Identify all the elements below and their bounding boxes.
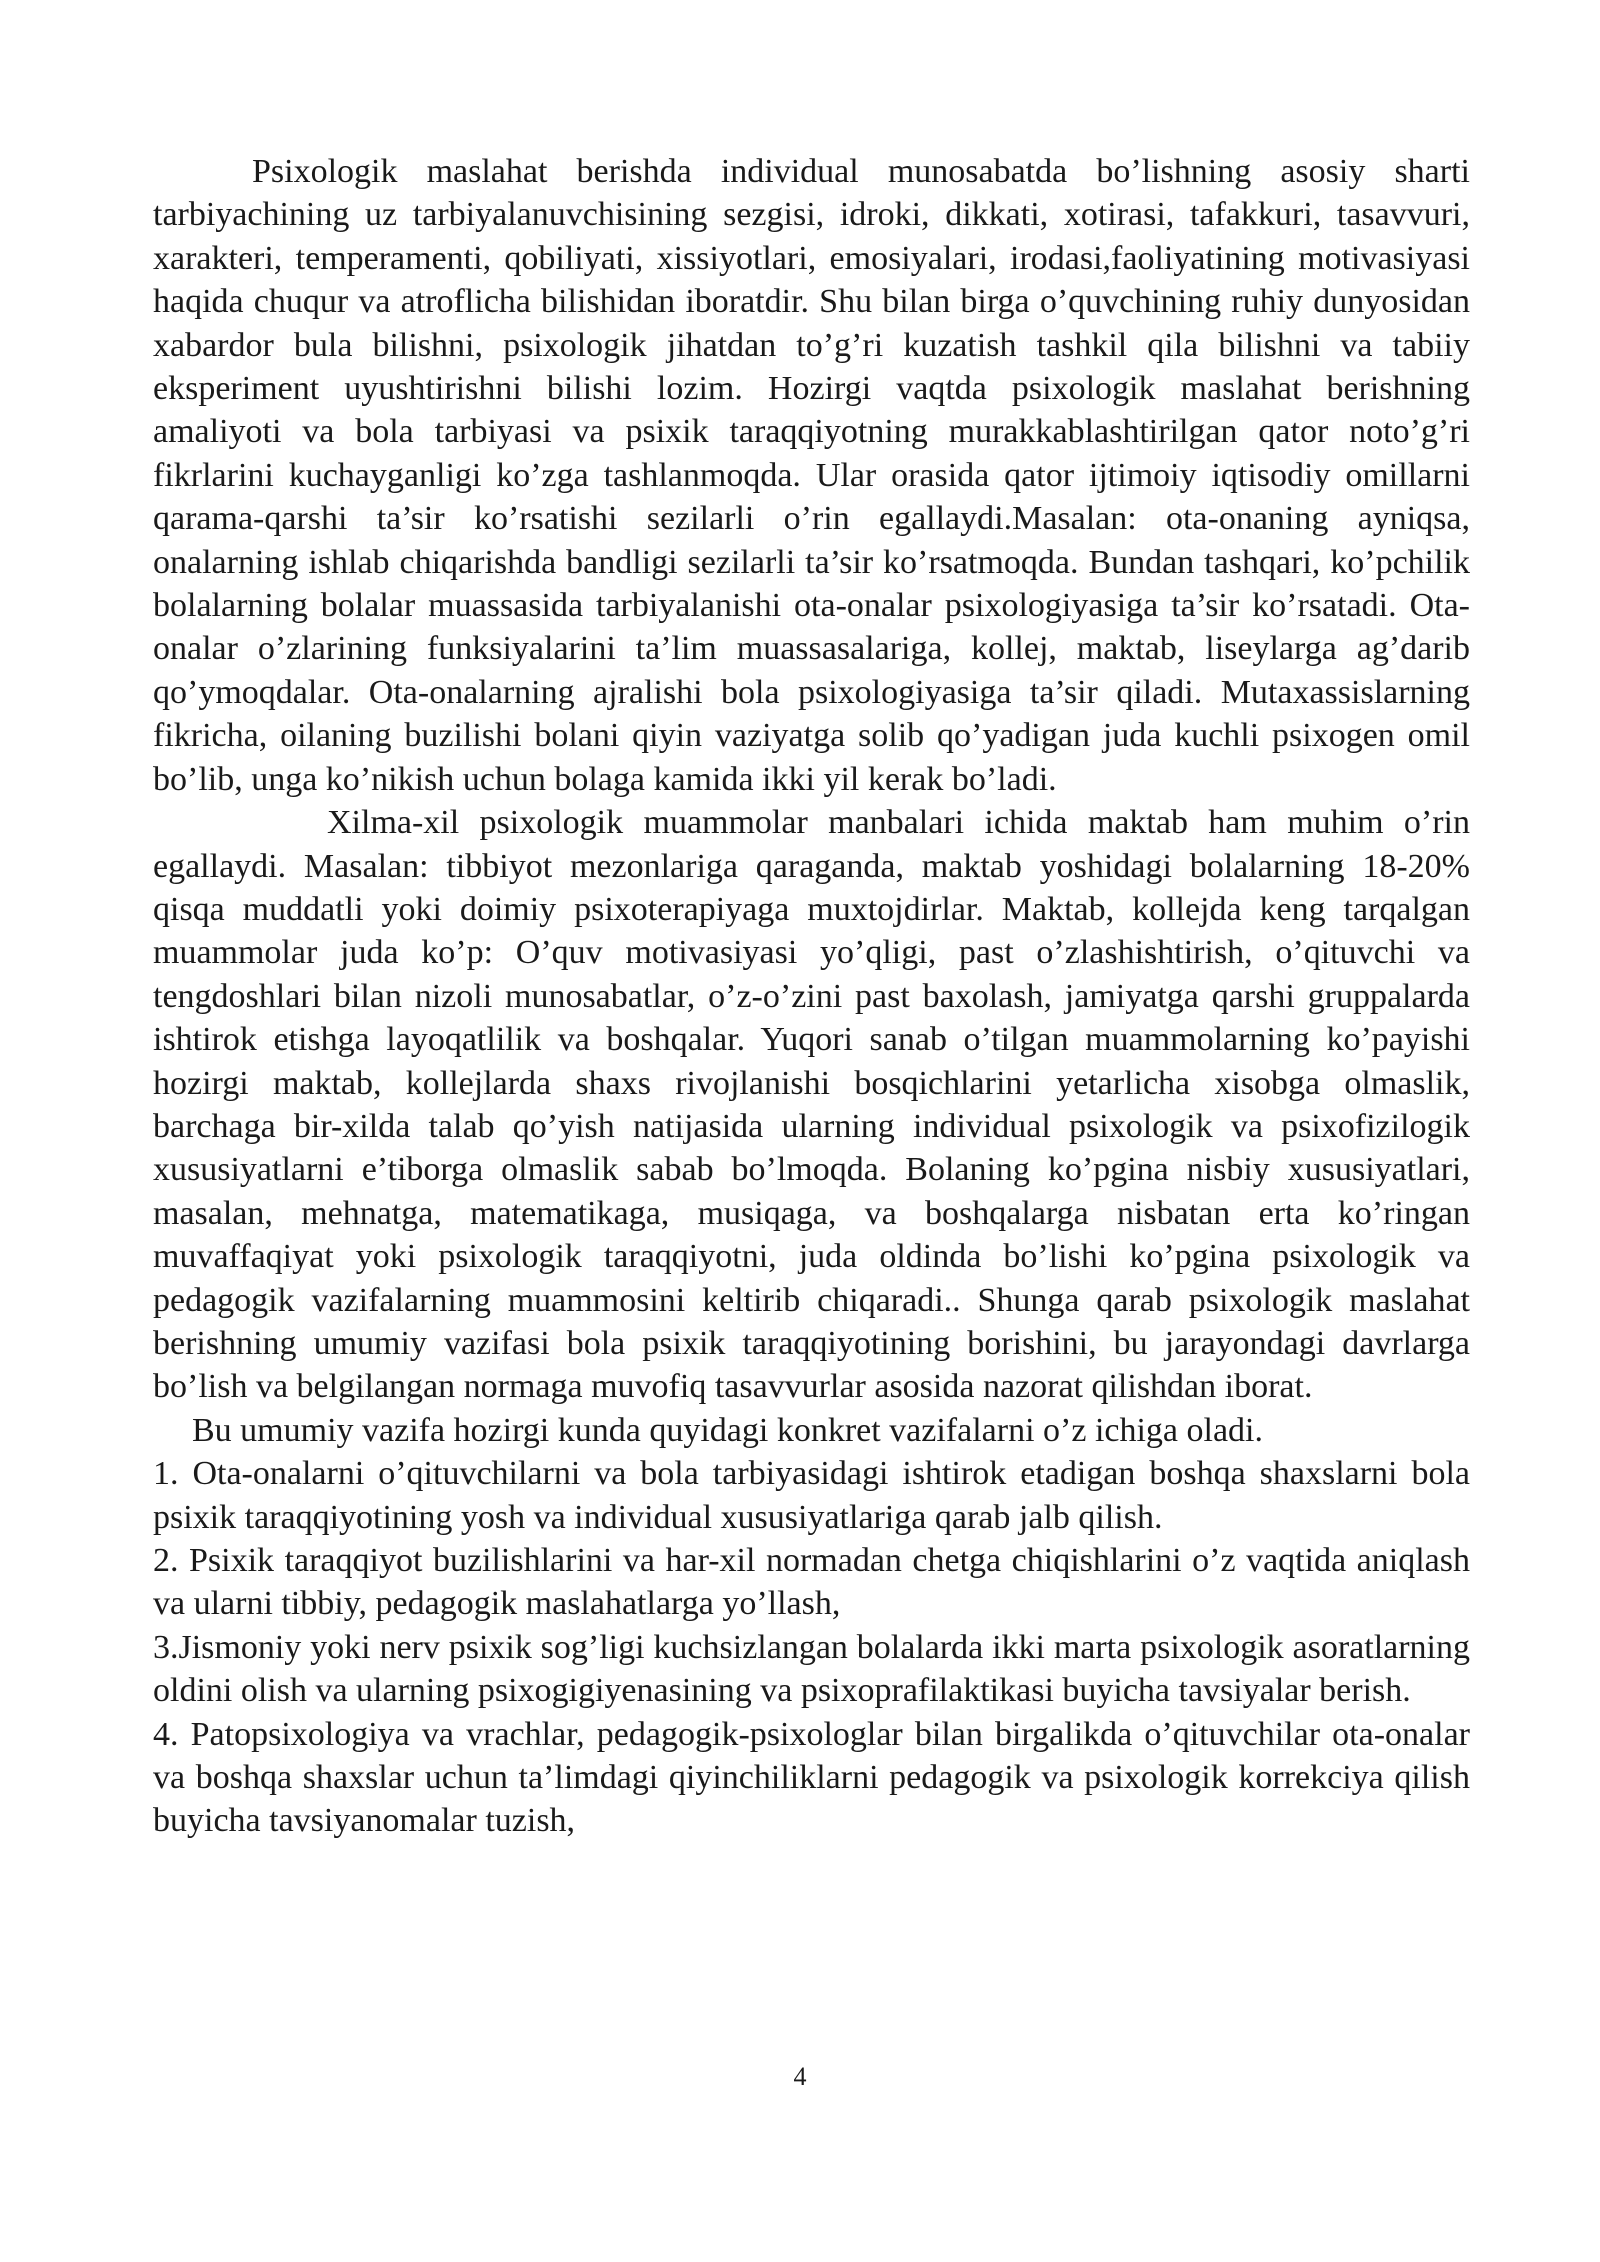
paragraph-school-problems: Xilma-xil psixologik muammolar manbalari ichida maktab ham muhim o’rin egallaydi. Masalan: tibbiyot mezonlariga qaraganda, maktab yoshidagi bolalarning 18-20% qisqa muddatli yoki doimiy psixoterapiyaga muxtojdirlar. Maktab, kollejda keng tarqalgan muammolar juda ko’p: O’quv motivasiyasi yo’qligi, past o’zlashishtirish, o’qituvchi va tengdoshlari bilan nizoli munosabatlar, o’z-o’zini past baxolash, jamiyatga qarshi gruppalarda ishtirok etishga layoqatlilik va boshqalar. Yuqori sanab o’tilgan muammolarning ko’payishi hozirgi maktab, kollejlarda shaxs rivojlanishi bosqichlarini yetarlicha xisobga olmaslik, barchaga bir-xilda talab qo’yish natijasida ularning individual psixologik va psixofizilogik xususiyatlarni e’tiborga olmaslik sabab bo’lmoqda. Bolaning ko’pgina nisbiy xususiyatlari, masalan, mehnatga, matematikaga, musiqaga, va boshqalarga nisbatan erta ko’ringan muvaffaqiyat yoki psixologik taraqqiyotni, juda oldinda bo’lishi ko’pgina psixologik va pedagogik vazifalarning muammosini keltirib chiqaradi.. Shunga qarab psixologik maslahat berishning umumiy vazifasi bola psixik taraqqiyotining borishini, bu jarayondagi davrlarga bo’lish va belgilangan normaga muvofiq tasavvurlar asosida nazorat qilishdan iborat. [153, 804, 1470, 1406]
document-page [153, 150, 1470, 1843]
paragraph-tasks-intro: Bu umumiy vazifa hozirgi kunda quyidagi konkret vazifalarni o’z ichiga oladi. [192, 1411, 1263, 1449]
paragraph-individual-counseling: Psixologik maslahat berishda individual munosabatda bo’lishning asosiy sharti tarbiyachining uz tarbiyalanuvchisining sezgisi, idroki, dikkati, xotirasi, tafakkuri, tasavvuri, xarakteri, temperamenti, qobiliyati, xissiyotlari, emosiyalari, irodasi,faoliyatining motivasiyasi haqida chuqur va atroflicha bilishidan iboratdir. Shu bilan birga o’quvchining ruhiy dunyosidan xabardor bula bilishni, psixologik jihatdan to’g’ri kuzatish tashkil qila bilishni va tabiiy eksperiment uyushtirishni bilishi lozim. Hozirgi vaqtda psixologik maslahat berishning amaliyoti va bola tarbiyasi va psixik taraqqiyotning murakkablashtirilgan qator noto’g’ri fikrlarini kuchayganligi ko’zga tashlanmoqda. Ular orasida qator ijtimoiy iqtisodiy omillarni qarama-qarshi ta’sir ko’rsatishi sezilarli o’rin egallaydi.Masalan: ota-onaning ayniqsa, onalarning ishlab chiqarishda bandligi sezilarli ta’sir ko’rsatmoqda. Bundan tashqari, ko’pchilik bolalarning bolalar muassasida tarbiyalanishi ota-onalar psixologiyasiga ta’sir ko’rsatadi. Ota-onalar o’zlarining funksiyalarini ta’lim muassasalariga, kollej, maktab, liseylarga ag’darib qo’ymoqdalar. Ota-onalarning ajralishi bola psixologiyasiga ta’sir qiladi. Mutaxassislarning fikricha, oilaning buzilishi bolani qiyin vaziyatga solib qo’yadigan juda kuchli psixogen omil bo’lib, unga ko’nikish uchun bolaga kamida ikki yil kerak bo’ladi. [153, 153, 1470, 798]
page-number: 4 [793, 2062, 807, 2091]
list-item-4: 4. Patopsixologiya va vrachlar, pedagogik-psixologlar bilan birgalikda o’qituvchilar ota-onalar va boshqa shaxslar uchun ta’limdagi qiyinchiliklarni pedagogik va psixologik korrekciya qilish buyicha tavsiyanomalar tuzish, [153, 1715, 1470, 1840]
list-item-1: 1. Ota-onalarni o’qituvchilarni va bola tarbiyasidagi ishtirok etadigan boshqa shaxslarni bola psixik taraqqiyotining yosh va individual xususiyatlariga qarab jalb qilish. [153, 1455, 1470, 1536]
list-item-3: 3.Jismoniy yoki nerv psixik sog’ligi kuchsizlangan bolalarda ikki marta psixologik asoratlarning oldini olish va ularning psixogigiyenasining va psixoprafilaktikasi buyicha tavsiyalar berish. [153, 1628, 1470, 1710]
list-item-2: 2. Psixik taraqqiyot buzilishlarini va har-xil normadan chetga chiqishlarini o’z vaqtida aniqlash va ularni tibbiy, pedagogik maslahatlarga yo’llash, [153, 1542, 1470, 1623]
